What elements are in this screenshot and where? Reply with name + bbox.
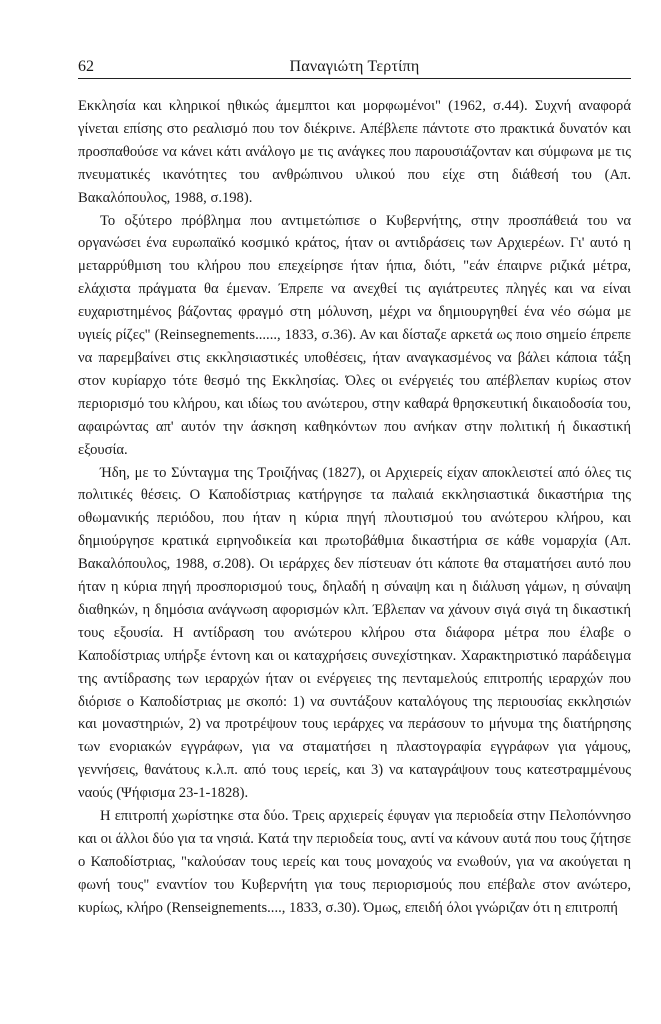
running-head [78, 58, 631, 79]
body-text [78, 95, 631, 920]
paragraph-continuation: Εκκλησία και κληρικοί ηθικώς άμεμπτοι και μορφωμένοι" (1962, σ.44). Συχνή αναφορά γίνεται επίσης στο ρεαλισμό που τον διέκρινε. Απέβλεπε πάντοτε στο πρακτικά δυνατόν και προσπαθούσε να κάνει κάτι ανάλογο με τις ανάγκες που παρουσιάζονταν και σύμφωνα με τις πνευματικές ικανότητες του ανθρώπινου υλικού που είχε στη διάθεσή του (Απ. Βακαλόπουλος, 1988, σ.198). [78, 98, 631, 206]
paragraph-committee: Η επιτροπή χωρίστηκε στα δύο. Τρεις αρχιερείς έφυγαν για περιοδεία στην Πελοπόννησο και οι άλλοι δύο για τα νησιά. Κατά την περιοδεία τους, αντί να κάνουν αυτά που τους ζήτησε ο Καποδίστριας, "καλούσαν τους ιερείς και τους μοναχούς να ενωθούν, για να ακούγεται η φωνή τους" εναντίον του Κυβερνήτη για τους περιορισμούς που επέβαλε στον ανώτερο, κυρίως, κλήρο (Renseignements...., 1833, σ.30). Όμως, επειδή όλοι γνώριζαν ότι η επιτροπή [78, 808, 631, 916]
running-title: Παναγιώτη Τερτίπη [289, 58, 420, 75]
paragraph-governor-problem: Το οξύτερο πρόβλημα που αντιμετώπισε ο Κυβερνήτης, στην προσπάθειά του να οργανώσει ένα ευρωπαϊκό κοσμικό κράτος, ήταν οι αντιδράσεις των Αρχιερέων. Γι' αυτό η μεταρρύθμιση του κλήρου που επεχείρησε ήταν ήπια, διότι, "εάν έπαιρνε ριζικά μέτρα, ελάχιστα πράγματα θα έμεναν. Έπρεπε να ανεχθεί τις αγιάτρευτες πληγές και να είναι ευχαριστημένος βάζοντας φραγμό στη μόλυνση, μέχρι να δημιουργηθεί ένα νέο σώμα με υγιείς ρίζες" (Reinsegnements......, 1833, σ.36). Αν και δίσταζε αρκετά ως ποιο σημείο έπρεπε να παρεμβαίνει στις εκκλησιαστικές υποθέσεις, ήταν αναγκασμένος να βάλει κάποια τάξη στον κυρίαρχο τότε θεσμό της Εκκλησίας. Όλες οι ενέργειές του απέβλεπαν κυρίως στον περιορισμό του κλήρου, και ιδίως του ανώτερου, στην καθαρά θρησκευτική δικαιοδοσία του, αφαιρώντας απ' αυτόν την άσκηση καθηκόντων που ανήκαν στην πολιτική ή δικαστική εξουσία. [78, 212, 631, 458]
page-number: 62 [78, 58, 94, 75]
page [78, 58, 631, 920]
paragraph-troizina-constitution: Ήδη, με το Σύνταγμα της Τροιζήνας (1827), οι Αρχιερείς είχαν αποκλειστεί από όλες τις πολιτικές θέσεις. Ο Καποδίστριας κατήργησε τα παλαιά εκκλησιαστικά δικαστήρια της οθωμανικής περιόδου, που ήταν η κύρια πηγή πλουτισμού του ανώτερου κλήρου, και δημιούργησε κρατικά ειρηνοδικεία και πρωτοβάθμια δικαστήρια σε κάθε νομαρχία (Απ. Βακαλόπουλος, 1988, σ.208). Οι ιεράρχες δεν πίστευαν ότι κάποτε θα σταματήσει αυτό που ήταν η κύρια πηγή προσπορισμού τους, δηλαδή η σύναψη και η διάλυση γάμων, η σύναψη διαθηκών, η δημόσια ανάγνωση αφορισμών κλπ. Έβλεπαν να χάνουν σιγά σιγά τη δικαστική τους εξουσία. Η αντίδραση του ανώτερου κλήρου στα διάφορα μέτρα που έλαβε ο Καποδίστριας υπήρξε έντονη και οι καταχρήσεις συνεχίστηκαν. Χαρακτηριστικό παράδειγμα της αντίδρασης των ιεραρχών ήταν οι ενέργειες της πενταμελούς επιτροπής ιεραρχών που διόρισε ο Καποδίστριας με σκοπό: 1) να συντάξουν καταλόγους της περιουσίας εκκλησιών και μοναστηριών, 2) να προτρέψουν τους ιεράρχες να περάσουν το μήνυμα της διατήρησης των ενοριακών εγγράφων, για να σταματήσει η πλαστογραφία εγγράφων για γάμους, γεννήσεις, θανάτους κ.λ.π. από τους ιερείς, και 3) να καταγράψουν τους κατεστραμμένους ναούς (Ψήφισμα 23-1-1828). [78, 464, 631, 802]
